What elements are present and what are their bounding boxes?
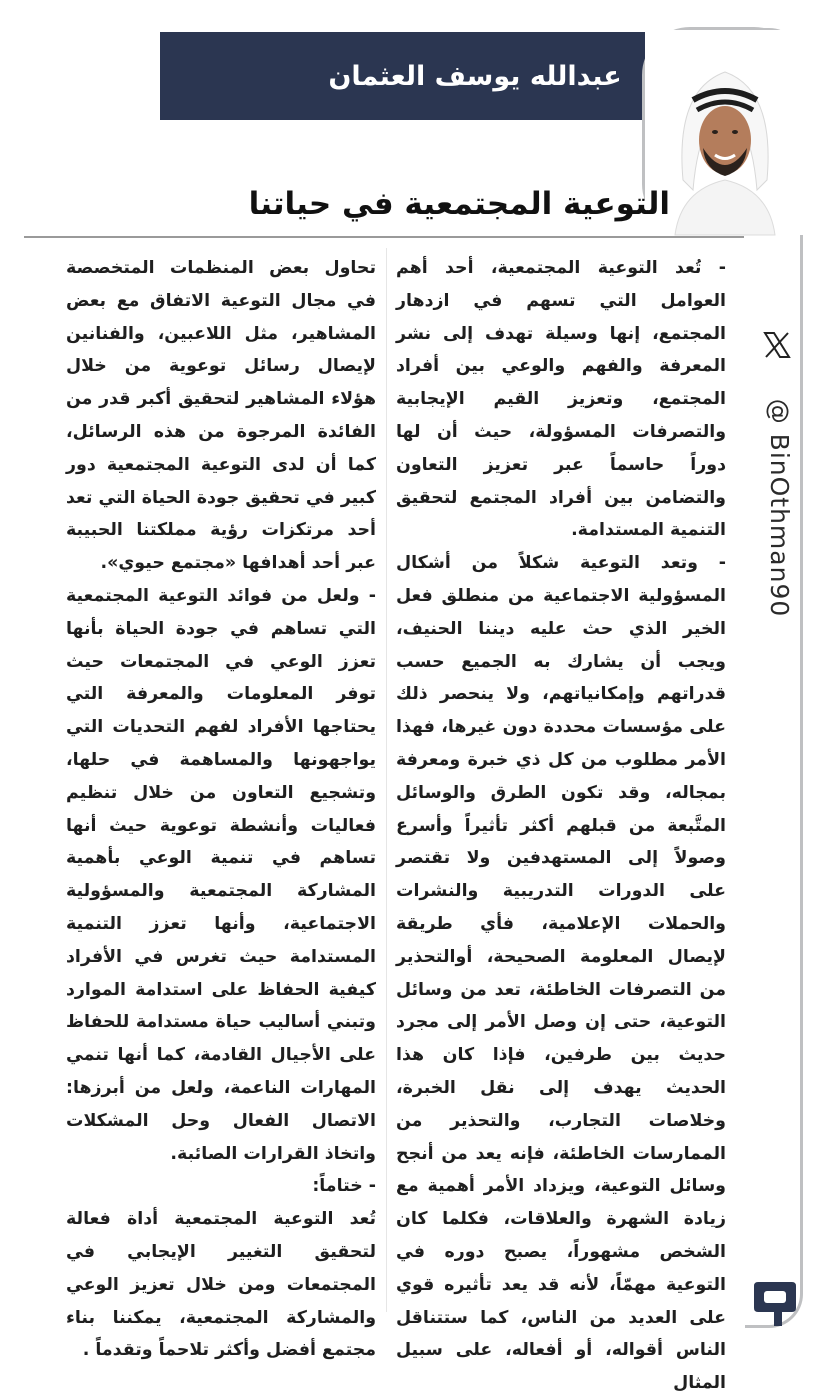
social-handle-block (736, 330, 816, 630)
paragraph: - وتعد التوعية شكلاً من أشكال المسؤولية الاجتماعية من منطلق فعل الخير الذي حث عليه ديننا الحنيف، ويجب أن يشارك به الجميع حسب قدراتهم وإمكانياتهم، ولا ينحصر ذلك على مؤسسات محددة دون غيرها، فهذا الأمر مطلوب من كل ذي خبرة ومعرفة بمجاله، وقد تكون الطرق والوسائل المتَّبعة من قبلهم أكثر تأثيراً وأسرع وصولاً إلى المستهدفين ولا تقتصر على الدورات التدريبية والنشرات والحملات الإعلامية، فأي طريقة لإيصال المعلومة الصحيحة، أوالتحذير من التصرفات الخاطئة، تعد من وسائل التوعية، حتى إن وصل الأمر إلى مجرد حديث بين طرفين، فإذا كان هذا الحديث يهدف إلى نقل الخبرة، وخلاصات التجارب، والتحذير من الممارسات الخاطئة، فإنه يعد من أنجح وسائل التوعية، ويزداد الأمر أهمية مع زيادة الشهرة والعلاقات، فكلما كان الشخص مشهوراً، يصبح دوره في التوعية مهمّاً، لأنه قد يعد تأثيره قوي على العديد من الناس، كما ستتناقل الناس أقواله، أو أفعاله، على سبيل المثال (396, 553, 726, 1394)
article-title: التوعية المجتمعية في حياتنا (248, 186, 670, 222)
publication-logo-icon (752, 1278, 798, 1330)
column-divider (386, 248, 387, 1312)
paragraph: - ولعل من فوائد التوعية المجتمعية التي تساهم في جودة الحياة بأنها تعزز الوعي في المجتمعات حيث توفر المعلومات والمعرفة التي يحتاجها الأفراد لفهم التحديات التي يواجهونها والمساهمة في حلها، وتشجيع التعاون من خلال تنظيم فعاليات وأنشطة توعوية حيث أنها تساهم في تنمية الوعي بأهمية المشاركة المجتمعية والمسؤولية الاجتماعية، وأنها تعزز التنمية المستدامة حيث تغرس في الأفراد كيفية الحفاظ على استدامة الموارد وتبني أساليب حياة مستدامة للحفاظ على الأجيال القادمة، كما أنها تنمي المهارات الناعمة، ولعل من أبرزها: الاتصال الفعال وحل المشكلات واتخاذ القرارات الصائبة. (66, 585, 376, 1164)
title-divider (24, 236, 744, 238)
social-handle: @ BinOthman90 (765, 398, 794, 618)
x-icon (762, 330, 792, 360)
paragraph: - تُعد التوعية المجتمعية، أحد أهم العوامل التي تسهم في ازدهار المجتمع، إنها وسيلة تهدف إلى نشر المعرفة والفهم والوعي بين أفراد المجتمع، وتعزيز القيم الإيجابية والتصرفات المسؤولة، حيث أن لها دوراً حاسماً عبر تعزيز التعاون والتضامن بين أفراد المجتمع لتحقيق التنمية المستدامة. (396, 258, 726, 541)
paragraph: تحاول بعض المنظمات المتخصصة في مجال التوعية الاتفاق مع بعض المشاهير، مثل اللاعبين، والفنانين لإيصال رسائل توعوية من خلال هؤلاء المشاهير لتحقيق أكبر قدر من الفائدة المرجوة من هذه الرسائل، كما أن لدى التوعية المجتمعية دور كبير في تحقيق جودة الحياة التي تعد أحد مرتكزات رؤية مملكتنا الحبيبة عبر أحد أهدافها «مجتمع حيوي». (66, 258, 376, 574)
paragraph: تُعد التوعية المجتمعية أداة فعالة لتحقيق التغيير الإيجابي في المجتمعات ومن خلال تعزيز الوعي والمشاركة المجتمعية، يمكننا بناء مجتمع أفضل وأكثر تلاحماً وتقدماً . (66, 1209, 376, 1361)
article-column-left (66, 252, 376, 1361)
article-column-right (396, 252, 726, 1394)
author-name: عبدالله يوسف العثمان (328, 60, 622, 92)
paragraph: - ختاماً: (312, 1176, 376, 1197)
